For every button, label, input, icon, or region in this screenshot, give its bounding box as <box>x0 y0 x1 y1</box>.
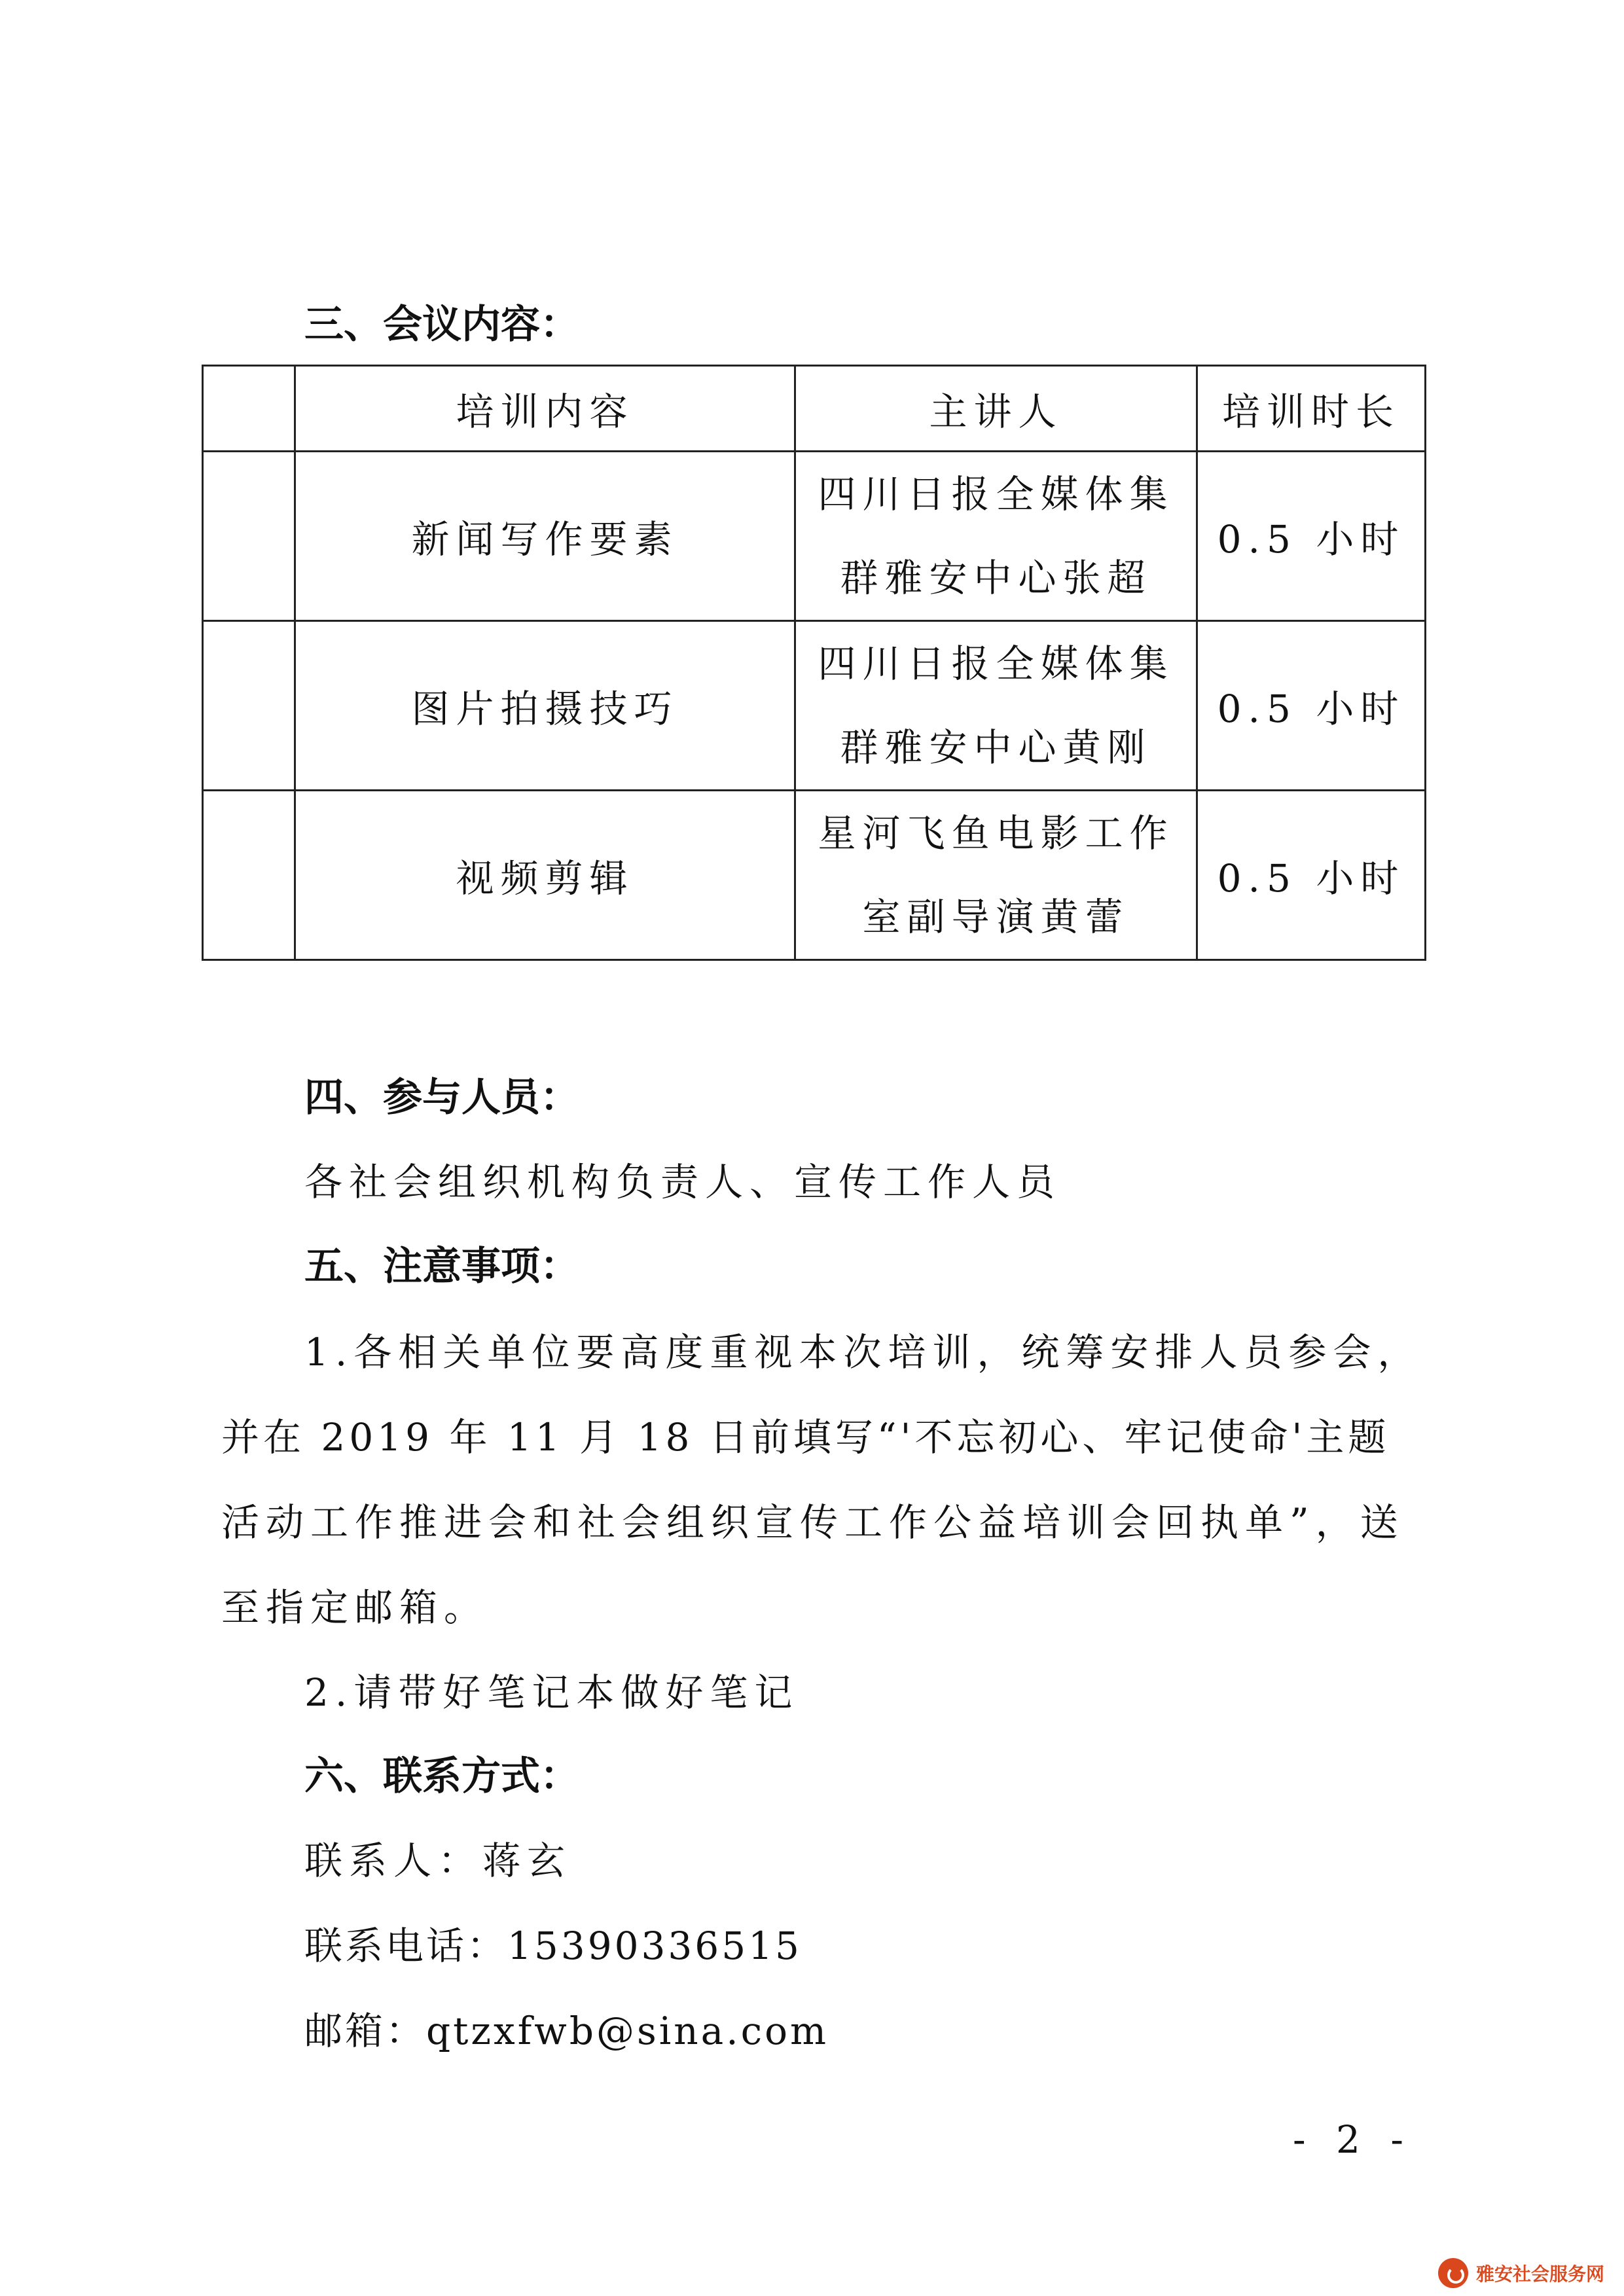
table-row <box>203 452 1426 621</box>
speaker-line: 室副导演黄蕾 <box>862 895 1130 939</box>
table-header-row <box>203 366 1426 452</box>
speaker <box>795 621 1197 791</box>
duration: 0.5 小时 <box>1197 452 1426 621</box>
note1-line: 并在 2019 年 11 月 18 日前填写“'不忘初心、牢记使命'主题 <box>221 1415 1390 1460</box>
duration: 0.5 小时 <box>1197 791 1426 960</box>
table-header-cell: 主讲人 <box>795 366 1197 452</box>
duration: 0.5 小时 <box>1197 621 1426 791</box>
site-watermark-logo <box>1438 2258 1604 2288</box>
table-header-cell <box>203 366 295 452</box>
page-number: - 2 - <box>1293 2117 1413 2162</box>
site-logo-icon <box>1438 2258 1468 2288</box>
training-content: 图片拍摄技巧 <box>295 621 795 791</box>
row-index <box>203 452 295 621</box>
table-header-cell: 培训内容 <box>295 366 795 452</box>
table-row <box>203 791 1426 960</box>
row-index <box>203 791 295 960</box>
contact-email: 邮箱：qtzxfwb@sina.com <box>304 2009 829 2053</box>
speaker-line: 四川日报全媒体集 <box>818 641 1174 686</box>
training-content: 视频剪辑 <box>295 791 795 960</box>
speaker-line: 群雅安中心黄刚 <box>840 725 1152 770</box>
note2-text: 2.请带好笔记本做好笔记 <box>304 1670 799 1715</box>
speaker-line: 星河飞鱼电影工作 <box>818 811 1174 855</box>
section-heading-contact: 六、联系方式： <box>304 1753 579 1799</box>
row-index <box>203 621 295 791</box>
section-heading-meeting-content: 三、会议内容： <box>304 302 579 348</box>
section-heading-notes: 五、注意事项： <box>304 1244 579 1289</box>
participants-text: 各社会组织机构负责人、宣传工作人员 <box>304 1160 1062 1204</box>
note1-line: 至指定邮箱。 <box>221 1585 489 1630</box>
site-watermark-text: 雅安社会服务网 <box>1475 2263 1604 2285</box>
speaker-line: 群雅安中心张超 <box>840 556 1152 600</box>
contact-person: 联系人：蒋玄 <box>304 1839 572 1883</box>
speaker-line: 四川日报全媒体集 <box>818 472 1174 516</box>
note1-line: 活动工作推进会和社会组织宣传工作公益培训会回执单”，送 <box>221 1500 1405 1545</box>
table-header-cell: 培训时长 <box>1197 366 1426 452</box>
contact-phone: 联系电话：15390336515 <box>304 1924 802 1968</box>
table-row <box>203 621 1426 791</box>
section-heading-participants: 四、参与人员： <box>304 1075 579 1121</box>
training-content: 新闻写作要素 <box>295 452 795 621</box>
speaker <box>795 452 1197 621</box>
training-table <box>202 365 1426 961</box>
note1-line: 1.各相关单位要高度重视本次培训，统筹安排人员参会， <box>304 1330 1422 1374</box>
speaker <box>795 791 1197 960</box>
